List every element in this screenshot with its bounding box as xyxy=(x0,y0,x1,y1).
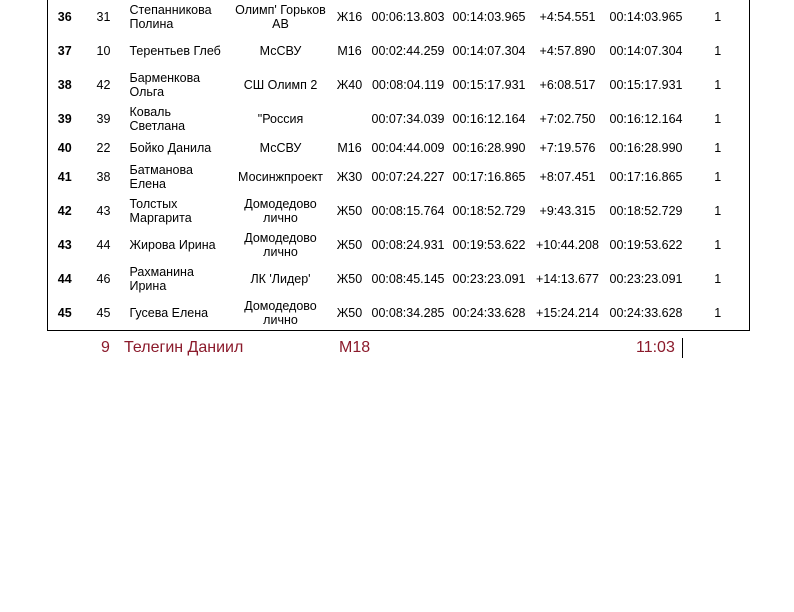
name-cell: Коваль Светлана xyxy=(129,105,186,133)
count-cell: 1 xyxy=(714,170,722,184)
time-cell: 00:14:03.965 xyxy=(609,10,683,24)
group-cell: М16 xyxy=(337,44,362,58)
name-cell: Степанникова Полина xyxy=(129,3,212,31)
bib-cell: 42 xyxy=(96,78,111,92)
start-time-cell: 00:07:24.227 xyxy=(371,170,445,184)
count-cell: 1 xyxy=(714,44,722,58)
team-cell: ЛК 'Лидер' xyxy=(250,272,311,286)
group-cell xyxy=(332,102,368,136)
bib-cell: 44 xyxy=(96,238,111,252)
bib-cell: 39 xyxy=(96,112,111,126)
table-row[interactable] xyxy=(48,228,750,262)
bib-cell: 10 xyxy=(96,44,111,58)
name-cell: Гусева Елена xyxy=(129,306,209,320)
bib-cell: 38 xyxy=(96,170,111,184)
count-cell: 1 xyxy=(714,10,722,24)
group-cell: Ж30 xyxy=(336,170,363,184)
team-cell: МсСВУ xyxy=(259,141,302,155)
count-cell: 1 xyxy=(714,306,722,320)
time-cell: 00:18:52.729 xyxy=(609,204,683,218)
gap-cell: +7:02.750 xyxy=(539,112,596,126)
name-cell: Терентьев Глеб xyxy=(129,44,221,58)
table-row[interactable] xyxy=(48,68,750,102)
team-cell: СШ Олимп 2 xyxy=(243,78,318,92)
name-cell: Бойко Данила xyxy=(129,141,212,155)
start-time-cell: 00:07:34.039 xyxy=(371,112,445,126)
start-time-cell: 00:08:45.145 xyxy=(371,272,445,286)
team-cell: Олимп' Горьков АВ xyxy=(235,3,326,31)
text-cursor xyxy=(682,338,683,358)
team-cell: Мосинжпроект xyxy=(238,170,323,184)
bib-cell: 43 xyxy=(96,204,111,218)
bib-cell: 46 xyxy=(96,272,111,286)
table-row[interactable] xyxy=(48,34,750,68)
bib-cell: 31 xyxy=(96,10,111,24)
group-cell: Ж50 xyxy=(336,272,363,286)
time-cell: 00:16:28.990 xyxy=(609,141,683,155)
place-cell: 38 xyxy=(57,78,72,92)
table-row[interactable] xyxy=(48,194,750,228)
team-cell: Домодедово лично xyxy=(244,197,317,225)
ticker-group: М18 xyxy=(339,339,371,356)
place-cell: 37 xyxy=(57,44,72,58)
name-cell: Жирова Ирина xyxy=(129,238,216,252)
time-cell: 00:16:12.164 xyxy=(609,112,683,126)
gap-cell: +4:54.551 xyxy=(539,10,596,24)
time-cell: 00:17:16.865 xyxy=(609,170,683,184)
start-time-cell: 00:08:34.285 xyxy=(371,306,445,320)
start-time-cell: 00:08:04.119 xyxy=(371,78,445,92)
count-cell: 1 xyxy=(714,112,722,126)
ticker-name: Телегин Даниил xyxy=(124,339,244,356)
place-cell: 41 xyxy=(57,170,72,184)
gap-cell: +9:43.315 xyxy=(539,204,596,218)
ticker-time: 11:03 xyxy=(636,339,675,356)
table-row[interactable] xyxy=(48,0,750,34)
table-row[interactable] xyxy=(48,262,750,296)
place-cell: 42 xyxy=(57,204,72,218)
result-cell: 00:16:28.990 xyxy=(452,141,526,155)
group-cell: Ж50 xyxy=(336,204,363,218)
team-cell: Домодедово лично xyxy=(244,231,317,259)
gap-cell: +14:13.677 xyxy=(536,272,599,286)
count-cell: 1 xyxy=(714,272,722,286)
result-cell: 00:17:16.865 xyxy=(452,170,526,184)
start-time-cell: 00:08:24.931 xyxy=(371,238,445,252)
gap-cell: +15:24.214 xyxy=(536,306,599,320)
group-cell: М16 xyxy=(337,141,362,155)
place-cell: 36 xyxy=(57,10,72,24)
place-cell: 44 xyxy=(57,272,72,286)
results-table xyxy=(47,0,750,331)
count-cell: 1 xyxy=(714,204,722,218)
time-cell: 00:24:33.628 xyxy=(609,306,683,320)
gap-cell: +6:08.517 xyxy=(539,78,596,92)
result-cell: 00:16:12.164 xyxy=(452,112,526,126)
result-cell: 00:15:17.931 xyxy=(452,78,526,92)
time-cell: 00:23:23.091 xyxy=(609,272,683,286)
team-cell: Домодедово лично xyxy=(244,299,317,327)
group-cell: Ж50 xyxy=(336,306,363,320)
time-cell: 00:14:07.304 xyxy=(609,44,683,58)
name-cell: Барменкова Ольга xyxy=(129,71,201,99)
table-row[interactable] xyxy=(48,102,750,136)
result-cell: 00:23:23.091 xyxy=(452,272,526,286)
table-row[interactable] xyxy=(48,136,750,160)
time-cell: 00:19:53.622 xyxy=(609,238,683,252)
start-time-cell: 00:04:44.009 xyxy=(371,141,445,155)
ticker-bib: 9 xyxy=(101,339,110,356)
team-cell: "Россия xyxy=(257,112,304,126)
place-cell: 39 xyxy=(57,112,72,126)
count-cell: 1 xyxy=(714,238,722,252)
gap-cell: +7:19.576 xyxy=(539,141,596,155)
group-cell: Ж16 xyxy=(336,10,363,24)
finish-ticker xyxy=(0,336,794,360)
result-cell: 00:19:53.622 xyxy=(452,238,526,252)
bib-cell: 22 xyxy=(96,141,111,155)
start-time-cell: 00:02:44.259 xyxy=(371,44,445,58)
start-time-cell: 00:08:15.764 xyxy=(371,204,445,218)
place-cell: 45 xyxy=(57,306,72,320)
result-cell: 00:14:03.965 xyxy=(452,10,526,24)
name-cell: Толстых Маргарита xyxy=(129,197,192,225)
count-cell: 1 xyxy=(714,141,722,155)
team-cell: МсСВУ xyxy=(259,44,302,58)
table-row[interactable] xyxy=(48,296,750,331)
gap-cell: +4:57.890 xyxy=(539,44,596,58)
place-cell: 40 xyxy=(57,141,72,155)
table-row[interactable] xyxy=(48,160,750,194)
group-cell: Ж40 xyxy=(336,78,363,92)
name-cell: Батманова Елена xyxy=(129,163,193,191)
name-cell: Рахманина Ирина xyxy=(129,265,194,293)
gap-cell: +8:07.451 xyxy=(539,170,596,184)
count-cell: 1 xyxy=(714,78,722,92)
place-cell: 43 xyxy=(57,238,72,252)
result-cell: 00:14:07.304 xyxy=(452,44,526,58)
time-cell: 00:15:17.931 xyxy=(609,78,683,92)
result-cell: 00:18:52.729 xyxy=(452,204,526,218)
result-cell: 00:24:33.628 xyxy=(452,306,526,320)
gap-cell: +10:44.208 xyxy=(536,238,599,252)
bib-cell: 45 xyxy=(96,306,111,320)
group-cell: Ж50 xyxy=(336,238,363,252)
start-time-cell: 00:06:13.803 xyxy=(371,10,445,24)
